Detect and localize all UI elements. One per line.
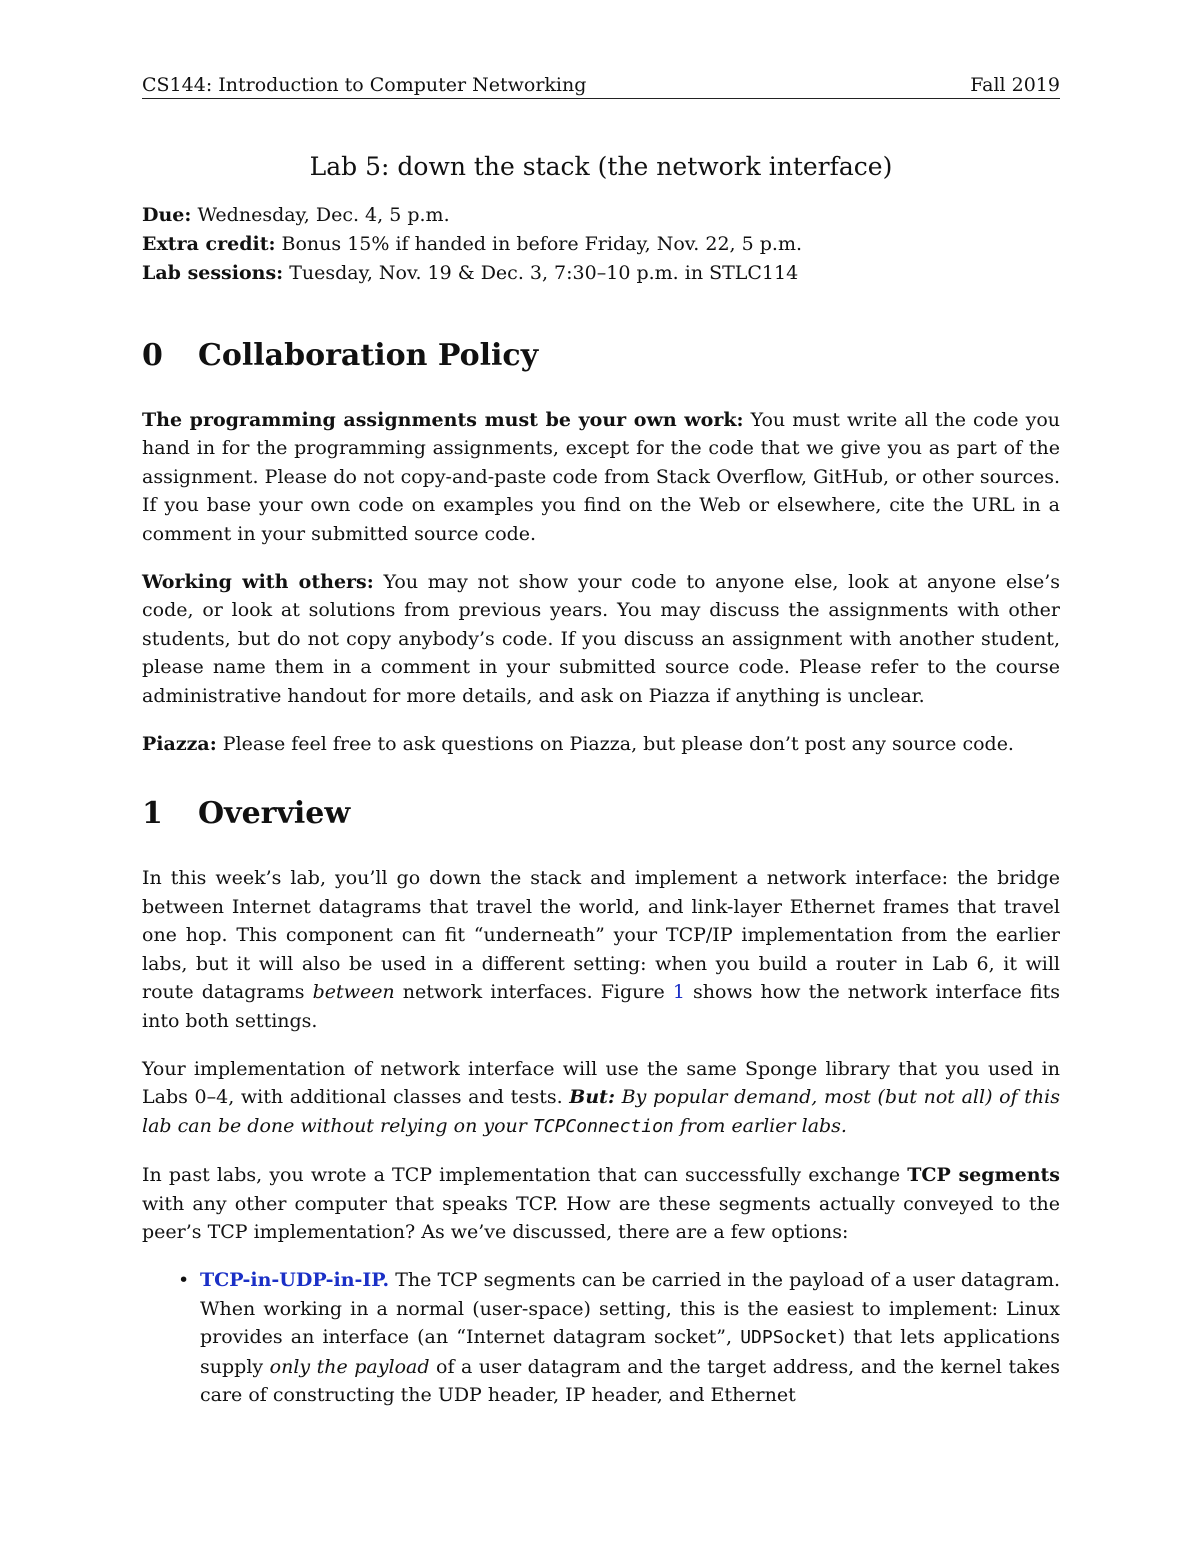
lab-sessions-value: Tuesday, Nov. 19 & Dec. 3, 7:30–10 p.m. in STLC114 bbox=[289, 262, 799, 284]
paragraph-lead: Working with others: bbox=[142, 571, 374, 594]
extra-credit-line bbox=[142, 230, 1060, 259]
code-identifier: UDPSocket bbox=[740, 1327, 838, 1349]
extra-credit-label: Extra credit: bbox=[142, 233, 276, 255]
emphasis: only the payload bbox=[269, 1355, 430, 1378]
emphasis: By popular demand, most (but not all) of this lab can be done without relying on your bbox=[142, 1086, 1060, 1137]
text-run: In this week’s lab, you’ll go down the stack and implement a network interface: the bridge between Internet datagrams that travel the world, and link-layer Ethernet frames that travel one hop. This component can fit “underneath” your TCP/IP implementation from the earlier labs, but it will also be used in a different setting: when you build a router in Lab 6, it will route datagrams bbox=[142, 867, 1060, 1004]
due-label: Due: bbox=[142, 204, 192, 226]
extra-credit-value: Bonus 15% if handed in before Friday, Nov. 22, 5 p.m. bbox=[281, 233, 803, 255]
paragraph-text: Please feel free to ask questions on Piazza, but please don’t post any source code. bbox=[222, 733, 1014, 756]
paragraph-piazza bbox=[142, 730, 1060, 758]
text-run: network interfaces. Figure bbox=[402, 981, 665, 1004]
bold-term: TCP segments bbox=[907, 1164, 1060, 1187]
running-header bbox=[142, 68, 1060, 99]
list-item-lead-link[interactable]: TCP-in-UDP-in-IP. bbox=[200, 1269, 390, 1292]
figure-reference-link[interactable]: 1 bbox=[672, 981, 685, 1004]
text-run: ) that lets applications supply bbox=[200, 1326, 1060, 1378]
text-run: In past labs, you wrote a TCP implementation that can successfully exchange bbox=[142, 1164, 901, 1187]
text-run: with any other computer that speaks TCP. How are these segments actually conveyed to the peer’s TCP implementation? As we’ve discussed, there are a few options: bbox=[142, 1192, 1060, 1243]
lab-meta bbox=[142, 201, 1060, 288]
paragraph-sponge-library bbox=[142, 1055, 1060, 1141]
section-heading-overview bbox=[142, 792, 1060, 836]
paragraph-text: You must write all the code you hand in for the programming assignments, except for the code that we give you as part of the assignment. Please do not copy-and-paste code from Stack Overflow, GitHub, or other sources. If you base your own code on examples you find on the Web or elsewhere, cite the URL in a comment in your submitted source code. bbox=[142, 409, 1061, 545]
section-number: 0 bbox=[142, 338, 163, 373]
paragraph-own-work bbox=[142, 406, 1060, 548]
paragraph-working-with-others bbox=[142, 568, 1060, 710]
paragraph-overview-intro bbox=[142, 864, 1060, 1034]
code-identifier: TCPConnection bbox=[532, 1115, 674, 1137]
text-run: of a user datagram and the target address, and the kernel takes care of constructing the UDP header, IP header, and Ethernet bbox=[200, 1355, 1060, 1406]
lab-title: Lab 5: down the stack (the network interface) bbox=[309, 152, 893, 181]
text-run: shows how the network interface fits into both settings. bbox=[142, 981, 1061, 1032]
section-number: 1 bbox=[142, 796, 163, 832]
bullet-icon: • bbox=[178, 1269, 190, 1292]
document-page bbox=[142, 68, 1060, 1409]
paragraph-lead: Piazza: bbox=[142, 733, 217, 756]
due-value: Wednesday, Dec. 4, 5 p.m. bbox=[197, 204, 450, 226]
paragraph-past-labs bbox=[142, 1161, 1060, 1246]
emphasis: between bbox=[312, 981, 395, 1004]
text-run: Your implementation of network interface will use the same Sponge library that you used in Labs 0–4, with additional classes and tests. bbox=[142, 1057, 1060, 1109]
section-title: Overview bbox=[198, 796, 351, 832]
paragraph-lead: The programming assignments must be your own work: bbox=[142, 409, 744, 431]
emphasis-bold: But: bbox=[569, 1086, 615, 1109]
text-run: The TCP segments can be carried in the payload of a user datagram. When working in a normal (user-space) setting, this is the easiest to implement: Linux provides an interface (an “Internet datagram socket”, bbox=[200, 1269, 1061, 1349]
list-item bbox=[142, 1266, 1060, 1409]
paragraph-text: You may not show your code to anyone else, look at anyone else’s code, or look at solutions from previous years. You may discuss the assignments with other students, but do not copy anybody’s code. If you discuss an assignment with another student, please name them in a comment in your submitted source code. Please refer to the course administrative handout for more details, and ask on Piazza if anything is unclear. bbox=[142, 571, 1060, 707]
course-title: CS144: Introduction to Computer Networking bbox=[142, 74, 587, 96]
options-list bbox=[142, 1266, 1060, 1409]
due-line bbox=[142, 201, 1060, 230]
lab-sessions-line bbox=[142, 259, 1060, 288]
section-heading-collaboration bbox=[142, 334, 1060, 378]
section-title: Collaboration Policy bbox=[198, 338, 539, 373]
lab-sessions-label: Lab sessions: bbox=[142, 262, 284, 284]
term-label: Fall 2019 bbox=[970, 74, 1060, 96]
emphasis: from earlier labs. bbox=[679, 1114, 847, 1137]
